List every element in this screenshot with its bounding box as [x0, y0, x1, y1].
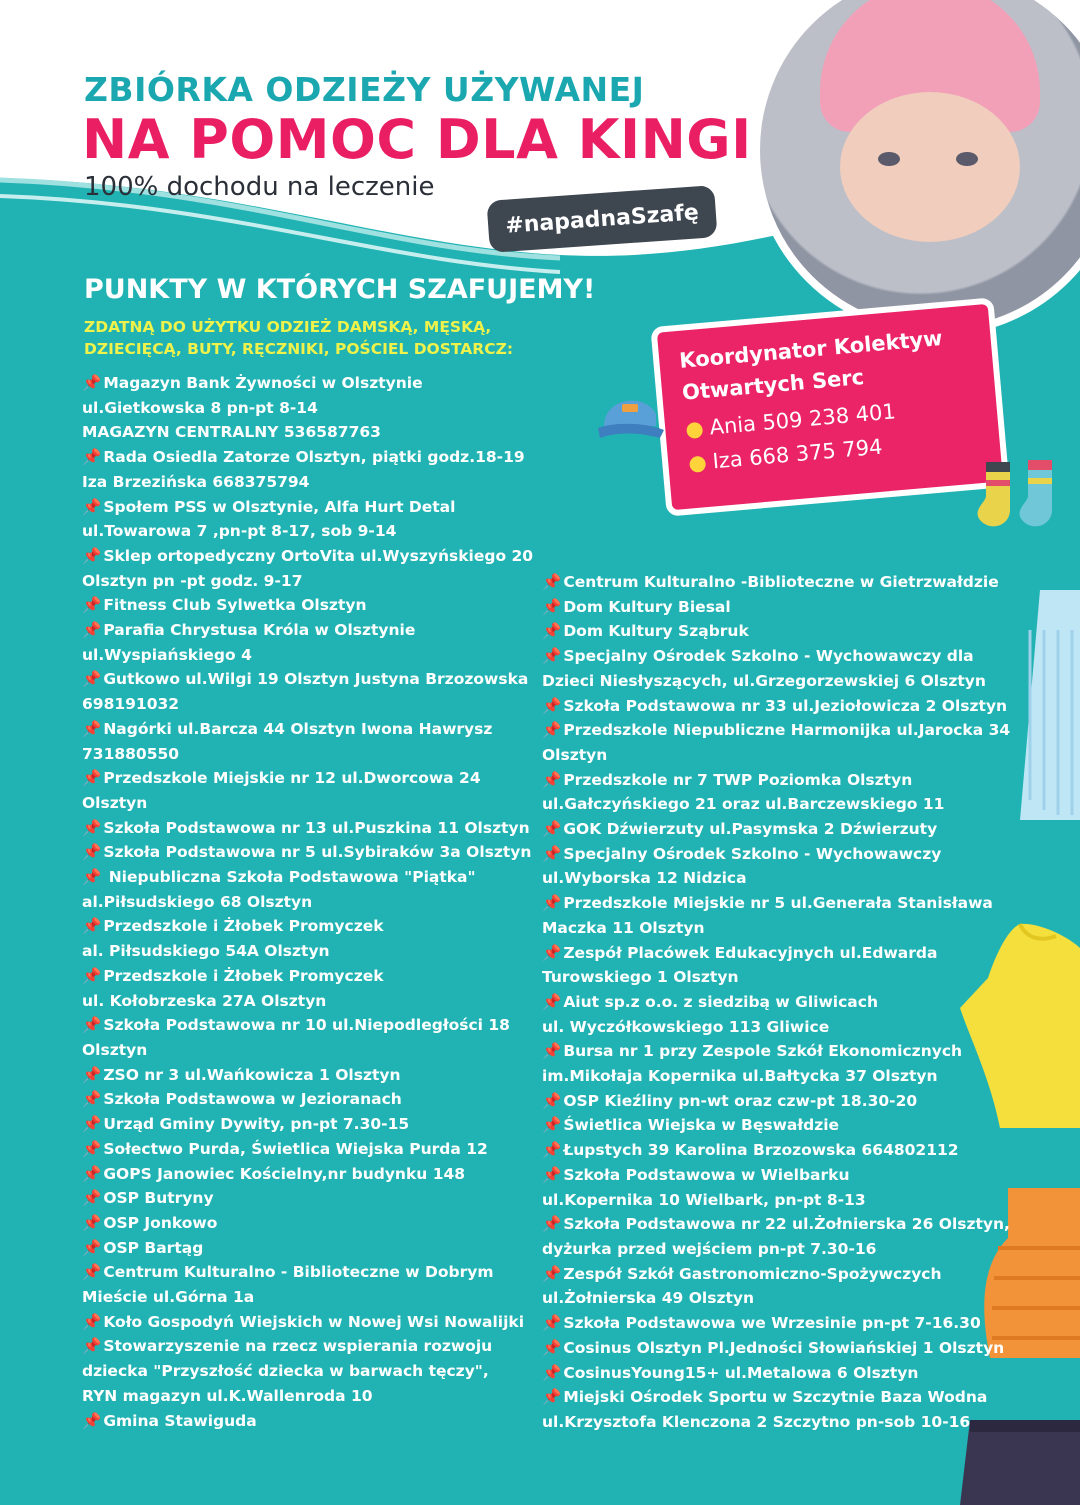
collection-point-text: ul. Kołobrzeska 27A Olsztyn: [82, 991, 327, 1010]
collection-point-line: [82, 420, 532, 445]
pin-icon: 📌: [542, 696, 562, 715]
collection-point-text: Specjalny Ośrodek Szkolno - Wychowawczy dla: [563, 647, 974, 666]
collection-point-line: [82, 1310, 532, 1335]
collection-point-text: Przedszkole Miejskie nr 5 ul.Generała Stanisława: [563, 894, 993, 913]
collection-point-line: [542, 1015, 1012, 1040]
collection-point-line: [542, 1089, 1012, 1114]
dress-icon: [1020, 590, 1080, 820]
collection-point-line: [82, 544, 532, 569]
pin-icon: 📌: [82, 868, 102, 887]
collection-point-text: 731880550: [82, 744, 180, 763]
pin-icon: 📌: [82, 1337, 102, 1356]
collection-point-line: [82, 989, 532, 1014]
collection-point-text: Przedszkole nr 7 TWP Poziomka Olsztyn: [563, 770, 913, 789]
collection-point-text: Bursa nr 1 przy Zespole Szkół Ekonomicznych: [563, 1042, 963, 1061]
collection-point-text: Szkoła Podstawowa nr 22 ul.Żołnierska 26 Olsztyn,: [563, 1215, 1010, 1234]
socks-icon: [970, 456, 1074, 548]
header-line-3: 100% dochodu na leczenie: [84, 172, 435, 202]
collection-point-text: RYN magazyn ul.K.Wallenroda 10: [82, 1386, 373, 1405]
collection-point-text: Urząd Gminy Dywity, pn-pt 7.30-15: [103, 1115, 410, 1134]
collection-point-line: [82, 890, 532, 915]
collection-point-line: [82, 593, 532, 618]
collection-point-line: [542, 842, 1012, 867]
pin-icon: 📌: [82, 1139, 102, 1158]
pin-icon: 📌: [82, 497, 102, 516]
pin-icon: 📌: [82, 818, 102, 837]
collection-point-line: [542, 1039, 1012, 1064]
hashtag-badge: #napadnaSzafę: [486, 185, 717, 253]
collection-point-text: OSP Jonkowo: [103, 1213, 218, 1232]
collection-point-line: [542, 1410, 1012, 1435]
eye-right: [956, 152, 978, 166]
collection-point-text: Fitness Club Sylwetka Olsztyn: [103, 596, 367, 615]
contact-2-text: Iza 668 375 794: [711, 434, 884, 474]
collection-point-line: [82, 1137, 532, 1162]
collection-point-line: [82, 1038, 532, 1063]
pin-icon: 📌: [542, 1042, 562, 1061]
collection-point-text: al. Piłsudskiego 54A Olsztyn: [82, 942, 330, 961]
collection-point-line: [542, 619, 1012, 644]
collection-point-line: [542, 768, 1012, 793]
pin-icon: 📌: [82, 1065, 102, 1084]
collection-point-text: Przedszkole i Żłobek Promyczek: [103, 917, 384, 936]
collection-point-text: Magazyn Bank Żywności w Olsztynie: [103, 374, 423, 392]
collection-point-text: Turowskiego 1 Olsztyn: [542, 968, 739, 987]
collection-point-line: [542, 941, 1012, 966]
pin-icon: 📌: [542, 1338, 562, 1357]
pin-icon: 📌: [82, 621, 102, 640]
collection-point-line: [82, 1186, 532, 1211]
collection-point-line: [82, 742, 532, 767]
collection-point-text: Łupstych 39 Karolina Brzozowska 664802112: [563, 1141, 959, 1160]
pin-icon: 📌: [542, 1314, 562, 1333]
collection-point-text: Szkoła Podstawowa nr 5 ul.Sybiraków 3a Olsztyn: [103, 843, 532, 862]
collection-point-text: Zespół Placówek Edukacyjnych ul.Edwarda: [563, 943, 938, 962]
collection-point-text: Dom Kultury Sząbruk: [563, 622, 749, 641]
collection-point-line: [542, 1361, 1012, 1386]
pin-icon: 📌: [542, 721, 562, 740]
collection-point-text: Gmina Stawiguda: [103, 1411, 257, 1430]
collection-point-line: [542, 1188, 1012, 1213]
collection-point-text: Cosinus Olsztyn Pl.Jedności Słowiańskiej 1 Olsztyn: [563, 1338, 1005, 1357]
coordinator-title-2: Otwartych Serc: [681, 364, 865, 405]
collection-point-text: Nagórki ul.Barcza 44 Olsztyn Iwona Hawrysz: [103, 719, 493, 738]
person-icon: ●: [687, 450, 708, 476]
collection-point-text: CosinusYoung15+ ul.Metalowa 6 Olsztyn: [563, 1363, 919, 1382]
collection-point-line: [82, 914, 532, 939]
collection-point-text: GOPS Janowiec Kościelny,nr budynku 148: [103, 1164, 466, 1183]
collection-point-text: Sklep ortopedyczny OrtoVita ul.Wyszyńskiego 20: [103, 546, 534, 565]
collection-point-line: [542, 743, 1012, 768]
subtitle-line-2: DZIECIĘCĄ, BUTY, RĘCZNIKI, POŚCIEL DOSTARCZ:: [84, 340, 514, 358]
collection-point-line: [82, 1211, 532, 1236]
pin-icon: 📌: [82, 670, 102, 689]
collection-point-line: [82, 667, 532, 692]
collection-point-text: 698191032: [82, 695, 180, 714]
collection-point-text: Olsztyn: [82, 1040, 148, 1059]
collection-point-text: OSP Kieźliny pn-wt oraz czw-pt 18.30-20: [563, 1091, 918, 1110]
baby-face: [840, 92, 1020, 242]
subtitle-line-1: ZDATNĄ DO UŻYTKU ODZIEŻ DAMSKĄ, MĘSKĄ,: [84, 318, 492, 336]
collection-point-line: [82, 1285, 532, 1310]
collection-point-line: [82, 1112, 532, 1137]
collection-point-line: [542, 1336, 1012, 1361]
collection-point-text: Koło Gospodyń Wiejskich w Nowej Wsi Nowalijki: [103, 1312, 525, 1331]
collection-point-line: [542, 817, 1012, 842]
collection-point-text: MAGAZYN CENTRALNY 536587763: [82, 423, 381, 442]
collection-point-line: [82, 470, 532, 495]
collection-point-line: [542, 570, 1012, 595]
collection-point-line: [82, 840, 532, 865]
collection-point-line: [82, 964, 532, 989]
collection-point-line: [82, 1087, 532, 1112]
collection-point-line: [82, 865, 532, 890]
collection-point-text: ul.Towarowa 7 ,pn-pt 8-17, sob 9-14: [82, 522, 397, 541]
pin-icon: 📌: [542, 1388, 562, 1407]
pin-icon: 📌: [82, 546, 102, 565]
collection-point-text: Szkoła Podstawowa nr 10 ul.Niepodległości 18: [103, 1016, 510, 1035]
collection-point-text: Parafia Chrystusa Króla w Olsztynie: [103, 621, 416, 640]
collection-point-text: GOK Dźwierzuty ul.Pasymska 2 Dźwierzuty: [563, 820, 938, 839]
collection-point-line: [82, 1409, 532, 1434]
collection-point-line: [82, 1334, 532, 1359]
collection-point-text: Centrum Kulturalno -Biblioteczne w Gietrzwałdzie: [563, 573, 999, 591]
collection-point-text: Mieście ul.Górna 1a: [82, 1288, 255, 1307]
pin-icon: 📌: [82, 1411, 102, 1430]
collection-point-line: [542, 1113, 1012, 1138]
collection-point-text: al.Piłsudskiego 68 Olsztyn: [82, 892, 313, 911]
collection-point-line: [542, 644, 1012, 669]
cap-icon: [594, 386, 666, 446]
collection-point-line: [542, 1064, 1012, 1089]
collection-point-text: Olsztyn: [82, 793, 148, 812]
pin-icon: 📌: [82, 374, 102, 392]
pin-icon: 📌: [542, 992, 562, 1011]
pin-icon: 📌: [82, 1090, 102, 1109]
collection-point-line: [82, 1013, 532, 1038]
collection-point-line: [82, 445, 532, 470]
collection-point-text: ul. Wyczółkowskiego 113 Gliwice: [542, 1017, 830, 1036]
pin-icon: 📌: [82, 596, 102, 615]
collection-point-line: [542, 1163, 1012, 1188]
collection-point-line: [82, 371, 532, 396]
collection-point-text: dziecka "Przyszłość dziecka w barwach tęczy",: [82, 1362, 489, 1381]
collection-point-text: im.Mikołaja Kopernika ul.Bałtycka 37 Olsztyn: [542, 1067, 938, 1086]
pin-icon: 📌: [82, 1016, 102, 1035]
pin-icon: 📌: [82, 1312, 102, 1331]
collection-point-line: [82, 1063, 532, 1088]
collection-point-line: [82, 1236, 532, 1261]
pin-icon: 📌: [82, 966, 102, 985]
collection-point-line: [82, 396, 532, 421]
collection-point-text: ul.Wyspiańskiego 4: [82, 645, 252, 664]
pin-icon: 📌: [542, 1363, 562, 1382]
collection-point-text: ul.Żołnierska 49 Olsztyn: [542, 1289, 755, 1308]
collection-point-text: Miejski Ośrodek Sportu w Szczytnie Baza Wodna: [563, 1388, 988, 1407]
collection-point-text: Centrum Kulturalno - Biblioteczne w Dobrym: [103, 1263, 494, 1282]
collection-point-text: Rada Osiedla Zatorze Olsztyn, piątki godz.18-19: [103, 448, 525, 467]
collection-points-left: [82, 371, 532, 1433]
pin-icon: 📌: [542, 943, 562, 962]
collection-point-line: [542, 694, 1012, 719]
collection-point-line: [82, 791, 532, 816]
collection-point-text: Przedszkole Miejskie nr 12 ul.Dworcowa 24: [103, 769, 481, 788]
collection-point-line: [82, 1359, 532, 1384]
collection-point-text: Olsztyn: [542, 745, 608, 764]
pin-icon: 📌: [542, 1116, 562, 1135]
pin-icon: 📌: [542, 622, 562, 641]
coordinator-title-1: Koordynator Kolektyw: [678, 325, 944, 373]
collection-point-line: [542, 916, 1012, 941]
pin-icon: 📌: [542, 1091, 562, 1110]
collection-point-text: ul.Wyborska 12 Nidzica: [542, 869, 747, 888]
collection-point-text: Szkoła Podstawowa w Wielbarku: [563, 1165, 850, 1184]
header-line-1: ZBIÓRKA ODZIEŻY UŻYWANEJ: [84, 70, 645, 109]
collection-point-line: [542, 1138, 1012, 1163]
pin-icon: 📌: [82, 1238, 102, 1257]
collection-point-text: ul.Kopernika 10 Wielbark, pn-pt 8-13: [542, 1190, 866, 1209]
collection-point-text: Iza Brzezińska 668375794: [82, 472, 310, 491]
collection-point-line: [542, 990, 1012, 1015]
collection-point-line: [542, 1286, 1012, 1311]
pin-icon: 📌: [542, 1264, 562, 1283]
pin-icon: 📌: [82, 719, 102, 738]
collection-point-line: [82, 643, 532, 668]
coordinator-card: [650, 297, 1009, 516]
collection-point-line: [82, 569, 532, 594]
collection-point-text: OSP Butryny: [103, 1189, 214, 1208]
collection-point-line: [542, 965, 1012, 990]
collection-point-line: [542, 792, 1012, 817]
pin-icon: 📌: [542, 1165, 562, 1184]
collection-point-line: [542, 891, 1012, 916]
collection-point-text: Świetlica Wiejska w Bęswałdzie: [563, 1116, 840, 1135]
collection-point-line: [82, 618, 532, 643]
pin-icon: 📌: [82, 1213, 102, 1232]
collection-point-text: Szkoła Podstawowa w Jezioranach: [103, 1090, 402, 1109]
pin-icon: 📌: [542, 1141, 562, 1160]
pin-icon: 📌: [542, 573, 562, 591]
collection-point-text: Specjalny Ośrodek Szkolno - Wychowawczy: [563, 844, 942, 863]
collection-point-line: [542, 1311, 1012, 1336]
collection-point-text: Przedszkole Niepubliczne Harmonijka ul.Jarocka 34: [563, 721, 1011, 740]
pin-icon: 📌: [542, 820, 562, 839]
collection-point-line: [82, 939, 532, 964]
collection-point-text: Olsztyn pn -pt godz. 9-17: [82, 571, 303, 590]
person-icon: ●: [684, 416, 705, 442]
collection-points-right: [542, 570, 1012, 1435]
collection-point-text: ul.Krzysztofa Klenczona 2 Szczytno pn-sob 10-16: [542, 1412, 971, 1431]
section-subtitle: [84, 316, 624, 360]
pin-icon: 📌: [82, 1189, 102, 1208]
collection-point-line: [542, 669, 1012, 694]
collection-point-line: [82, 816, 532, 841]
pin-icon: 📌: [82, 769, 102, 788]
section-title: PUNKTY W KTÓRYCH SZAFUJEMY!: [84, 274, 596, 305]
collection-point-text: Sołectwo Purda, Świetlica Wiejska Purda 12: [103, 1139, 488, 1158]
collection-point-text: ul.Gietkowska 8 pn-pt 8-14: [82, 398, 318, 417]
collection-point-line: [82, 692, 532, 717]
pin-icon: 📌: [542, 1215, 562, 1234]
collection-point-line: [542, 1385, 1012, 1410]
collection-point-line: [82, 766, 532, 791]
header-line-2: NA POMOC DLA KINGI: [82, 108, 752, 171]
collection-point-text: Szkoła Podstawowa nr 33 ul.Jeziołowicza 2 Olsztyn: [563, 696, 1008, 715]
pin-icon: 📌: [82, 448, 102, 467]
eye-left: [878, 152, 900, 166]
collection-point-text: dyżurka przed wejściem pn-pt 7.30-16: [542, 1239, 877, 1258]
collection-point-text: Szkoła Podstawowa we Wrzesinie pn-pt 7-16.30: [563, 1314, 981, 1333]
collection-point-text: OSP Bartąg: [103, 1238, 204, 1257]
collection-point-text: Stowarzyszenie na rzecz wspierania rozwoju: [103, 1337, 493, 1356]
collection-point-text: Maczka 11 Olsztyn: [542, 918, 705, 937]
collection-point-line: [82, 495, 532, 520]
collection-point-text: Aiut sp.z o.o. z siedzibą w Gliwicach: [563, 992, 878, 1011]
collection-point-text: Gutkowo ul.Wilgi 19 Olsztyn Justyna Brzozowska: [103, 670, 529, 689]
collection-point-line: [542, 595, 1012, 620]
pin-icon: 📌: [542, 647, 562, 666]
collection-point-line: [82, 717, 532, 742]
pin-icon: 📌: [82, 843, 102, 862]
collection-point-line: [542, 1212, 1012, 1237]
pin-icon: 📌: [82, 1115, 102, 1134]
pin-icon: 📌: [82, 1263, 102, 1282]
collection-point-text: Przedszkole i Żłobek Promyczek: [103, 966, 384, 985]
collection-point-text: Zespół Szkół Gastronomiczno-Spożywczych: [563, 1264, 942, 1283]
pin-icon: 📌: [542, 844, 562, 863]
collection-point-line: [82, 1384, 532, 1409]
collection-point-line: [542, 1262, 1012, 1287]
collection-point-text: ul.Gałczyńskiego 21 oraz ul.Barczewskiego 11: [542, 795, 945, 814]
collection-point-line: [542, 866, 1012, 891]
collection-point-line: [542, 1237, 1012, 1262]
collection-point-line: [82, 1260, 532, 1285]
collection-point-text: Dzieci Niesłyszących, ul.Grzegorzewskiej 6 Olsztyn: [542, 671, 986, 690]
pin-icon: 📌: [542, 894, 562, 913]
pin-icon: 📌: [542, 770, 562, 789]
collection-point-text: Niepubliczna Szkoła Podstawowa "Piątka": [103, 868, 476, 887]
collection-point-text: Szkoła Podstawowa nr 13 ul.Puszkina 11 Olsztyn: [103, 818, 530, 837]
pin-icon: 📌: [82, 1164, 102, 1183]
collection-point-text: Dom Kultury Biesal: [563, 597, 731, 616]
collection-point-line: [542, 718, 1012, 743]
pin-icon: 📌: [542, 597, 562, 616]
collection-point-line: [82, 1162, 532, 1187]
collection-point-text: Społem PSS w Olsztynie, Alfa Hurt Detal: [103, 497, 456, 516]
pin-icon: 📌: [82, 917, 102, 936]
collection-point-line: [82, 519, 532, 544]
collection-point-text: ZSO nr 3 ul.Wańkowicza 1 Olsztyn: [103, 1065, 401, 1084]
contact-1-text: Ania 509 238 401: [708, 399, 897, 440]
